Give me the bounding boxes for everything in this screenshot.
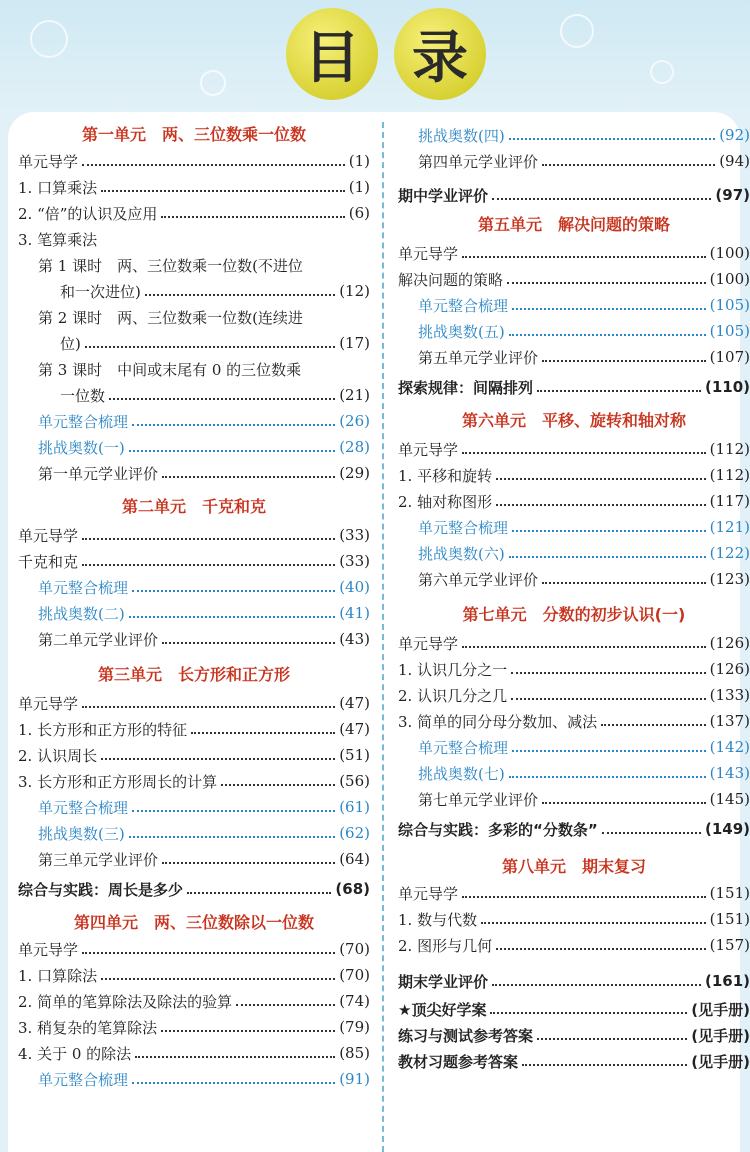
dot-leader — [511, 672, 706, 674]
toc-entry[interactable] — [18, 768, 370, 794]
toc-entry[interactable] — [398, 932, 750, 958]
toc-entry[interactable] — [18, 434, 370, 460]
toc-entry-label: 2. 认识几分之几 — [398, 686, 508, 705]
toc-entry-label: 单元导学 — [398, 440, 459, 459]
toc-entry-page: (29) — [339, 464, 370, 482]
toc-entry-page: (见手册) — [691, 1052, 750, 1071]
dot-leader — [162, 642, 335, 644]
dot-leader — [129, 616, 335, 618]
toc-entry-label: 1. 口算除法 — [18, 966, 98, 985]
toc-entry-label: 第四单元学业评价 — [418, 152, 539, 171]
toc-entry-label: 单元导学 — [398, 244, 459, 263]
dot-leader — [542, 582, 706, 584]
dot-leader — [492, 198, 711, 200]
toc-entry-label: 第 2 课时 两、三位数乘一位数(连续进 — [38, 308, 303, 327]
toc-entry[interactable] — [398, 436, 750, 462]
toc-entry[interactable] — [398, 760, 750, 786]
dot-leader — [162, 862, 335, 864]
dot-leader — [129, 836, 335, 838]
toc-entry-page: (137) — [709, 712, 750, 730]
toc-entry-label: 4. 关于 0 的除法 — [18, 1044, 132, 1063]
dot-leader — [602, 832, 701, 834]
toc-entry[interactable] — [18, 1014, 370, 1040]
dot-leader — [490, 1012, 687, 1014]
toc-entry-label: 期末学业评价 — [398, 972, 489, 991]
toc-entry[interactable] — [398, 734, 750, 760]
unit-heading: 第四单元 两、三位数除以一位数 — [73, 913, 314, 932]
toc-entry-page: (33) — [339, 526, 370, 544]
toc-entry-page: (12) — [339, 282, 370, 300]
toc-entry-page: (151) — [709, 910, 750, 928]
header-banner — [0, 0, 750, 112]
dot-leader — [132, 424, 335, 426]
dot-leader — [512, 308, 706, 310]
toc-entry-label: 3. 笔算乘法 — [18, 230, 98, 249]
toc-entry-page: (56) — [339, 772, 370, 790]
toc-entry-page: (见手册) — [691, 1026, 750, 1045]
toc-entry[interactable] — [398, 462, 750, 488]
toc-entry[interactable] — [398, 566, 750, 592]
dot-leader — [511, 698, 706, 700]
toc-entry-page: (151) — [709, 884, 750, 902]
toc-entry-page: (133) — [709, 686, 750, 704]
toc-entry-label: 单元导学 — [18, 940, 79, 959]
toc-entry[interactable] — [398, 906, 750, 932]
toc-panel — [8, 112, 750, 1152]
toc-entry-page: (161) — [704, 972, 750, 990]
toc-entry[interactable] — [398, 816, 750, 842]
title-char-1: 目 — [286, 8, 378, 100]
toc-entry-label: 2. “倍”的认识及应用 — [18, 204, 158, 223]
toc-entry-label: 3. 稍复杂的笔算除法 — [18, 1018, 158, 1037]
toc-entry[interactable] — [18, 548, 370, 574]
toc-entry-label: 2. 认识周长 — [18, 746, 98, 765]
dot-leader — [542, 360, 706, 362]
toc-entry-page: (149) — [704, 820, 750, 838]
toc-entry[interactable] — [18, 846, 370, 872]
toc-entry[interactable] — [18, 574, 370, 600]
toc-entry-page: (74) — [339, 992, 370, 1010]
toc-entry-page: (51) — [339, 746, 370, 764]
toc-entry-page: (100) — [709, 270, 750, 288]
toc-entry-page: (85) — [339, 1044, 370, 1062]
toc-entry[interactable] — [398, 266, 750, 292]
dot-leader — [135, 1056, 335, 1058]
toc-entry[interactable] — [398, 1022, 750, 1048]
dot-leader — [161, 1030, 335, 1032]
dot-leader — [522, 1064, 687, 1066]
toc-entry-page: (142) — [709, 738, 750, 756]
toc-entry[interactable] — [398, 1048, 750, 1074]
toc-entry-page: (107) — [709, 348, 750, 366]
dot-leader — [82, 564, 335, 566]
dot-leader — [509, 776, 706, 778]
toc-entry-label: 单元整合梳理 — [418, 518, 509, 537]
toc-entry[interactable] — [398, 880, 750, 906]
dot-leader — [101, 758, 335, 760]
dot-leader — [82, 164, 345, 166]
toc-entry[interactable] — [398, 318, 750, 344]
title-char-2: 录 — [394, 8, 486, 100]
unit-heading: 第六单元 平移、旋转和轴对称 — [461, 411, 686, 430]
toc-entry-label: 第五单元学业评价 — [418, 348, 539, 367]
dot-leader — [509, 556, 706, 558]
toc-entry-label: 综合与实践：多彩的“分数条” — [398, 820, 598, 839]
toc-entry-page: (见手册) — [691, 1000, 750, 1019]
toc-entry-page: (112) — [709, 440, 750, 458]
toc-entry[interactable] — [18, 742, 370, 768]
dot-leader — [462, 256, 706, 258]
dot-leader — [507, 282, 706, 284]
dot-leader — [191, 732, 335, 734]
dot-leader — [82, 952, 335, 954]
toc-entry-label: 挑战奥数(五) — [418, 322, 505, 341]
toc-entry-page: (100) — [709, 244, 750, 262]
toc-entry-page: (1) — [348, 152, 370, 170]
toc-entry-page: (94) — [719, 152, 750, 170]
toc-entry-label: 第 1 课时 两、三位数乘一位数(不进位 — [38, 256, 303, 275]
toc-entry-page: (1) — [348, 178, 370, 196]
toc-entry-label: 单元整合梳理 — [38, 798, 129, 817]
dot-leader — [496, 948, 706, 950]
toc-entry-page: (6) — [348, 204, 370, 222]
toc-entry[interactable] — [18, 252, 370, 278]
toc-entry-label: 2. 图形与几何 — [398, 936, 493, 955]
toc-entry-page: (61) — [339, 798, 370, 816]
bubble-decoration — [200, 70, 226, 96]
dot-leader — [509, 334, 706, 336]
toc-entry-page: (145) — [709, 790, 750, 808]
dot-leader — [496, 504, 706, 506]
toc-entry-label: 解决问题的策略 — [398, 270, 504, 289]
toc-entry[interactable] — [18, 794, 370, 820]
toc-entry[interactable] — [398, 488, 750, 514]
toc-entry-label: ★顶尖好学案 — [398, 1000, 487, 1019]
toc-entry-page: (79) — [339, 1018, 370, 1036]
toc-entry-page: (157) — [709, 936, 750, 954]
toc-entry-label: 挑战奥数(七) — [418, 764, 505, 783]
toc-entry-page: (40) — [339, 578, 370, 596]
toc-entry-label: 综合与实践：周长是多少 — [18, 880, 184, 899]
dot-leader — [462, 452, 706, 454]
toc-entry[interactable] — [18, 522, 370, 548]
toc-entry[interactable] — [18, 936, 370, 962]
toc-entry[interactable] — [398, 630, 750, 656]
toc-entry[interactable] — [398, 292, 750, 318]
toc-entry-label: 2. 轴对称图形 — [398, 492, 493, 511]
dot-leader — [132, 810, 335, 812]
toc-entry[interactable] — [398, 122, 750, 148]
toc-entry-label: 千克和克 — [18, 552, 79, 571]
dot-leader — [187, 892, 331, 894]
toc-entry-page: (17) — [339, 334, 370, 352]
dot-leader — [132, 1082, 335, 1084]
toc-entry[interactable] — [18, 148, 370, 174]
toc-entry[interactable] — [18, 600, 370, 626]
toc-entry-page: (110) — [704, 378, 750, 396]
toc-entry-page: (126) — [709, 634, 750, 652]
toc-entry-label: 1. 平移和旋转 — [398, 466, 493, 485]
dot-leader — [542, 164, 715, 166]
toc-entry-page: (43) — [339, 630, 370, 648]
toc-entry[interactable] — [18, 690, 370, 716]
toc-entry-label: 单元整合梳理 — [38, 412, 129, 431]
toc-entry[interactable] — [398, 540, 750, 566]
toc-entry[interactable] — [398, 182, 750, 208]
unit-heading: 第五单元 解决问题的策略 — [477, 215, 670, 234]
toc-entry-page: (117) — [709, 492, 750, 510]
toc-entry[interactable] — [18, 716, 370, 742]
toc-entry[interactable] — [18, 460, 370, 486]
toc-entry-label: 练习与测试参考答案 — [398, 1026, 534, 1045]
dot-leader — [537, 1038, 687, 1040]
dot-leader — [492, 984, 701, 986]
toc-entry[interactable] — [398, 514, 750, 540]
toc-entry-label: 2. 简单的笔算除法及除法的验算 — [18, 992, 233, 1011]
toc-entry-page: (126) — [709, 660, 750, 678]
toc-entry-page: (41) — [339, 604, 370, 622]
toc-entry-label: 和一次进位) — [60, 282, 141, 301]
toc-entry-label: 探索规律：间隔排列 — [398, 378, 534, 397]
toc-entry[interactable] — [18, 304, 370, 330]
toc-entry[interactable] — [18, 876, 370, 902]
toc-entry-label: 单元导学 — [398, 884, 459, 903]
dot-leader — [82, 706, 335, 708]
dot-leader — [509, 138, 715, 140]
unit-heading: 第三单元 长方形和正方形 — [97, 665, 290, 684]
bubble-decoration — [650, 60, 674, 84]
toc-entry-page: (33) — [339, 552, 370, 570]
toc-entry[interactable] — [398, 786, 750, 812]
toc-entry-label: 3. 长方形和正方形周长的计算 — [18, 772, 218, 791]
unit-heading: 第二单元 千克和克 — [121, 497, 266, 516]
toc-entry-page: (97) — [715, 186, 750, 204]
toc-entry-page: (28) — [339, 438, 370, 456]
toc-entry[interactable] — [18, 988, 370, 1014]
toc-entry-page: (21) — [339, 386, 370, 404]
toc-entry[interactable] — [18, 226, 370, 252]
dot-leader — [601, 724, 706, 726]
dot-leader — [145, 294, 335, 296]
dot-leader — [496, 478, 706, 480]
toc-entry-page: (70) — [339, 940, 370, 958]
toc-entry[interactable] — [18, 330, 370, 356]
toc-entry-page: (70) — [339, 966, 370, 984]
toc-entry-page: (143) — [709, 764, 750, 782]
toc-entry[interactable] — [398, 374, 750, 400]
toc-entry-label: 第 3 课时 中间或末尾有 0 的三位数乘 — [38, 360, 302, 379]
toc-entry[interactable] — [18, 626, 370, 652]
toc-entry-label: 期中学业评价 — [398, 186, 489, 205]
dot-leader — [109, 398, 335, 400]
toc-entry-label: 挑战奥数(六) — [418, 544, 505, 563]
toc-entry-label: 第一单元学业评价 — [38, 464, 159, 483]
toc-entry[interactable] — [18, 1040, 370, 1066]
toc-entry-label: 位) — [60, 334, 81, 353]
toc-entry-page: (112) — [709, 466, 750, 484]
toc-entry[interactable] — [398, 996, 750, 1022]
dot-leader — [462, 646, 706, 648]
dot-leader — [537, 390, 701, 392]
toc-entry-page: (121) — [709, 518, 750, 536]
toc-entry-label: 第七单元学业评价 — [418, 790, 539, 809]
toc-entry[interactable] — [18, 382, 370, 408]
dot-leader — [82, 538, 335, 540]
dot-leader — [481, 922, 706, 924]
bubble-decoration — [560, 14, 594, 48]
dot-leader — [542, 802, 706, 804]
toc-entry[interactable] — [18, 174, 370, 200]
toc-entry-label: 教材习题参考答案 — [398, 1052, 519, 1071]
dot-leader — [132, 590, 335, 592]
toc-entry[interactable] — [398, 656, 750, 682]
dot-leader — [512, 530, 706, 532]
unit-heading: 第一单元 两、三位数乘一位数 — [81, 125, 306, 144]
toc-entry[interactable] — [18, 356, 370, 382]
toc-entry-page: (64) — [339, 850, 370, 868]
toc-entry-label: 单元整合梳理 — [418, 296, 509, 315]
toc-entry-label: 1. 口算乘法 — [18, 178, 98, 197]
dot-leader — [101, 978, 335, 980]
toc-entry-page: (68) — [335, 880, 370, 898]
dot-leader — [512, 750, 706, 752]
toc-entry-page: (105) — [709, 296, 750, 314]
toc-entry[interactable] — [398, 682, 750, 708]
toc-entry-label: 1. 数与代数 — [398, 910, 478, 929]
toc-entry-label: 单元导学 — [18, 526, 79, 545]
dot-leader — [161, 216, 344, 218]
toc-entry[interactable] — [398, 344, 750, 370]
toc-entry-page: (91) — [339, 1070, 370, 1088]
toc-entry-label: 第三单元学业评价 — [38, 850, 159, 869]
toc-entry-label: 挑战奥数(二) — [38, 604, 125, 623]
toc-entry-page: (122) — [709, 544, 750, 562]
toc-entry[interactable] — [398, 968, 750, 994]
toc-entry-label: 单元导学 — [18, 694, 79, 713]
toc-entry[interactable] — [18, 820, 370, 846]
toc-entry-label: 单元导学 — [398, 634, 459, 653]
toc-entry-label: 单元导学 — [18, 152, 79, 171]
toc-entry-page: (26) — [339, 412, 370, 430]
toc-entry-label: 1. 长方形和正方形的特征 — [18, 720, 188, 739]
toc-entry-page: (92) — [719, 126, 750, 144]
toc-entry-label: 挑战奥数(三) — [38, 824, 125, 843]
unit-heading: 第八单元 期末复习 — [501, 857, 646, 876]
toc-entry-page: (105) — [709, 322, 750, 340]
toc-entry-page: (47) — [339, 720, 370, 738]
toc-entry-page: (123) — [709, 570, 750, 588]
toc-entry-label: 挑战奥数(一) — [38, 438, 125, 457]
toc-entry-label: 3. 简单的同分母分数加、减法 — [398, 712, 598, 731]
toc-entry-label: 单元整合梳理 — [418, 738, 509, 757]
toc-entry[interactable] — [18, 278, 370, 304]
toc-entry[interactable] — [18, 1066, 370, 1092]
dot-leader — [129, 450, 335, 452]
toc-entry[interactable] — [18, 962, 370, 988]
toc-entry-label: 1. 认识几分之一 — [398, 660, 508, 679]
toc-entry[interactable] — [398, 708, 750, 734]
column-divider — [382, 122, 384, 1152]
toc-entry[interactable] — [398, 240, 750, 266]
dot-leader — [85, 346, 335, 348]
toc-entry-page: (62) — [339, 824, 370, 842]
toc-entry-label: 第二单元学业评价 — [38, 630, 159, 649]
toc-entry-label: 挑战奥数(四) — [418, 126, 505, 145]
unit-heading: 第七单元 分数的初步认识(一) — [462, 605, 686, 624]
toc-entry-label: 一位数 — [60, 386, 106, 405]
toc-entry[interactable] — [18, 408, 370, 434]
dot-leader — [236, 1004, 335, 1006]
toc-entry[interactable] — [398, 148, 750, 174]
toc-entry-label: 单元整合梳理 — [38, 1070, 129, 1089]
bubble-decoration — [30, 20, 68, 58]
dot-leader — [162, 476, 335, 478]
dot-leader — [101, 190, 345, 192]
toc-entry[interactable] — [18, 200, 370, 226]
toc-entry-label: 第六单元学业评价 — [418, 570, 539, 589]
toc-entry-label: 单元整合梳理 — [38, 578, 129, 597]
dot-leader — [462, 896, 706, 898]
dot-leader — [221, 784, 335, 786]
toc-entry-page: (47) — [339, 694, 370, 712]
